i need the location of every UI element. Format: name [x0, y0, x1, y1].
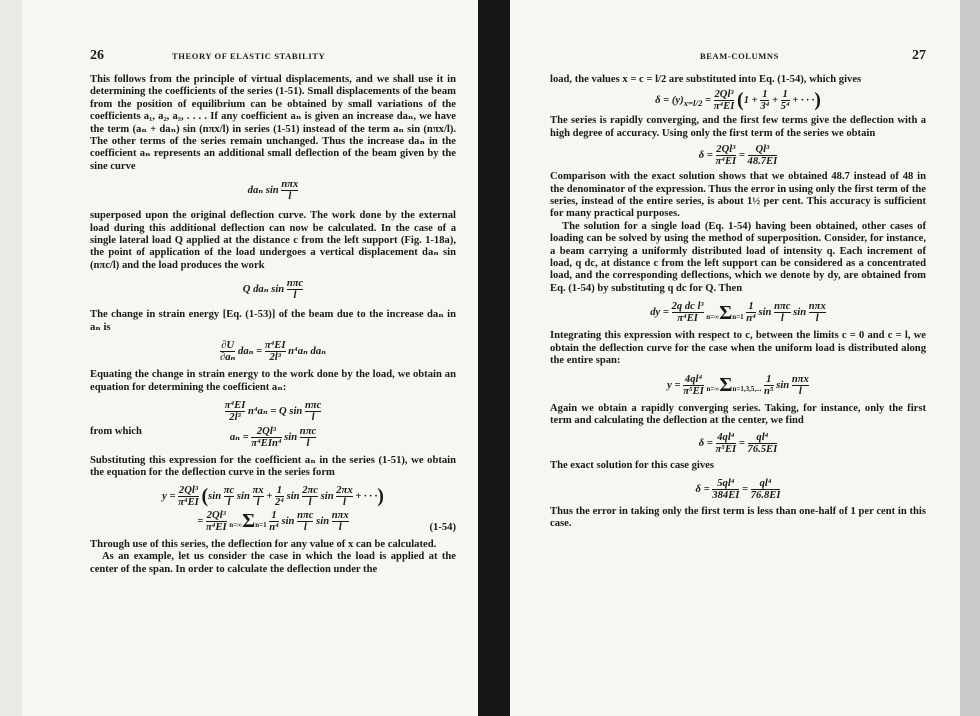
from-which-label: from which: [90, 425, 142, 437]
equation-number: (1-54): [429, 521, 456, 533]
right-paragraph-6: Again we obtain a rapidly converging series. Taking, for instance, only the first term and calculating the deflection at the center, we find: [550, 402, 926, 426]
equation-an: from which aₙ = 2Ql³ π⁴EIn⁴ sin nπc l: [90, 425, 317, 449]
left-running-head: THEORY OF ELASTIC STABILITY: [172, 51, 326, 61]
equation-exact-solution: δ = $\frac{\text{5ql⁴}}{384EI}$ = $\frac{\text{ql⁴}}{76.8EI}$: [695, 477, 781, 501]
equation-center-deflection-series: $\delta = (y)_{x=l/2}$ = $\frac{\text{2Ql³}}{\text{π⁴EI}}$ (1 + $\frac{1}{\text{3⁴}}$ + $\frac{1}{\text{5⁴}}$ + · · ·): [655, 89, 821, 113]
page-stack-edge: [960, 0, 980, 716]
book-edge: [0, 0, 22, 716]
left-paragraph-2: superposed upon the original deflection curve. The work done by the external load during this additional deflection can now be calculated. In the case of a single lateral load Q applied at the distance c from the left support (Fig. 1-18a), the point of application of the load undergoes a vertical displacement daₙ sin (nπc/l) and the load produces the work: [90, 210, 456, 271]
right-paragraph-4: The solution for a single load (Eq. 1-54) having been obtained, other cases of loading can be solved by using the method of superposition. Consider, for instance, a beam carrying a uniformly distributed load of intensity q. Each increment of load, q dc, at distance c from the left support can be considered as a concentrated load, and the corresponding deflections, which we denote by dy, are obtained from Eq. (1-54) by substituting q dc for Q. Then: [550, 220, 926, 294]
left-page: [22, 0, 478, 716]
right-paragraph-7: The exact solution for this case gives: [550, 460, 714, 472]
right-running-head: BEAM-COLUMNS: [700, 51, 779, 61]
right-paragraph-1: load, the values x = c = l/2 are substituted into Eq. (1-54), which gives: [550, 74, 862, 85]
equation-strain-energy: $\frac{\partial U}{\text{∂aₙ}}$ daₙ = $\frac{\text{π⁴EI}}{\text{2l³}}$ n⁴aₙ daₙ: [220, 340, 326, 364]
left-paragraph-7: As an example, let us consider the case in which the load is applied at the center of the span. In order to calculate the deflection under the: [90, 551, 456, 575]
right-header: [550, 48, 926, 70]
left-header: [90, 48, 456, 70]
book-gutter: [478, 0, 510, 716]
equation-first-term: δ = $\frac{\text{2Ql³}}{\text{π⁴EI}}$ = $\frac{\text{Ql³}}{48.7EI}$: [698, 144, 778, 168]
left-paragraph-4: Equating the change in strain energy to the work done by the load, we obtain an equation for determining the coefficient aₙ:: [90, 369, 456, 393]
equation-coefficient: $\frac{\text{π⁴EI}}{\text{2l³}}$ n⁴aₙ = Q sin nπc l: [224, 399, 322, 423]
right-page-number: 27: [912, 48, 926, 63]
equation-dy: dy = $\frac{\text{2q dc l³}}{\text{π⁴EI}}$ n=∞Σn=1 $\frac{1}{\text{n⁴}}$ sin nπc l sin nπx l: [650, 301, 826, 325]
left-paragraph-6: Through use of this series, the deflection for any value of x can be calculated.: [90, 538, 437, 550]
left-page-number: 26: [90, 48, 104, 63]
right-paragraph-3: Comparison with the exact solution shows that we obtained 48.7 instead of 48 in the denominator of the expression. Thus the error in using only the first term of the series, instead of the entire series, is about 1½ per cent. This accuracy is sufficient for many practical purposes.: [550, 171, 926, 220]
left-paragraph-5: Substituting this expression for the coefficient aₙ in the series (1-51), we obtain the equation for the deflection curve in the series form: [90, 454, 456, 479]
equation-sine-increment: daₙ sin nπx l: [247, 179, 299, 203]
equation-work: Q daₙ sin nπc l: [242, 278, 304, 302]
left-paragraph-3: The change in strain energy [Eq. (1-53)] of the beam due to the increase daₙ in aₙ is: [90, 309, 456, 333]
equation-uniform-first-term: δ = $\frac{\text{4ql⁴}}{\text{π⁵EI}}$ = $\frac{\text{ql⁴}}{76.5EI}$: [698, 432, 778, 456]
right-paragraph-8: Thus the error in taking only the first term is less than one-half of 1 per cent in this case.: [550, 505, 926, 530]
right-page: [510, 0, 960, 716]
right-paragraph-5: Integrating this expression with respect to c, between the limits c = 0 and c = l, we obtain the deflection curve for the case when the uniform load is distributed along the entire span:: [550, 330, 926, 367]
right-paragraph-2: The series is rapidly converging, and the first few terms give the deflection with a high degree of accuracy. Using only the first term of the series we obtain: [550, 115, 926, 139]
equation-series-expanded: y = $\frac{\text{2Ql³}}{\text{π⁴EI}}$ (sin $\frac{\pi c}{l}$ sin $\frac{\pi x}{l}$ + $\frac{1}{\text{2⁴}}$ sin $\frac{2\pi c}{l}$ sin $\frac{2\pi x}{l}$ + · · ·): [162, 484, 384, 508]
equation-uniform-load: y = $\frac{\text{4ql⁴}}{\text{π⁵EI}}$ n=∞Σn=1,3,5,... $\frac{1}{\text{n⁵}}$ sin nπx l: [667, 373, 809, 397]
equation-1-54: = $\frac{\text{2Ql³}}{\text{π⁴EI}}$ n=∞Σn=1 $\frac{1}{\text{n⁴}}$ sin nπc l sin nπx l (1-54): [197, 509, 456, 533]
left-paragraph-1: This follows from the principle of virtual displacements, and we shall use it in determining the coefficients of the series (1-51). Small displacements of the beam from the position of equilibrium can be obtained by small variations of the coefficients a₁, a₂, a₃, . . . . If any coefficient aₙ is given an increase daₙ, we have the term (aₙ + daₙ) sin (nπx/l) in series (1-51) instead of the term aₙ sin (nπx/l). The other terms of the series remain unchanged. Thus the increase daₙ in the coefficient aₙ represents an additional small deflection of the beam given by the sine curve: [90, 74, 456, 172]
